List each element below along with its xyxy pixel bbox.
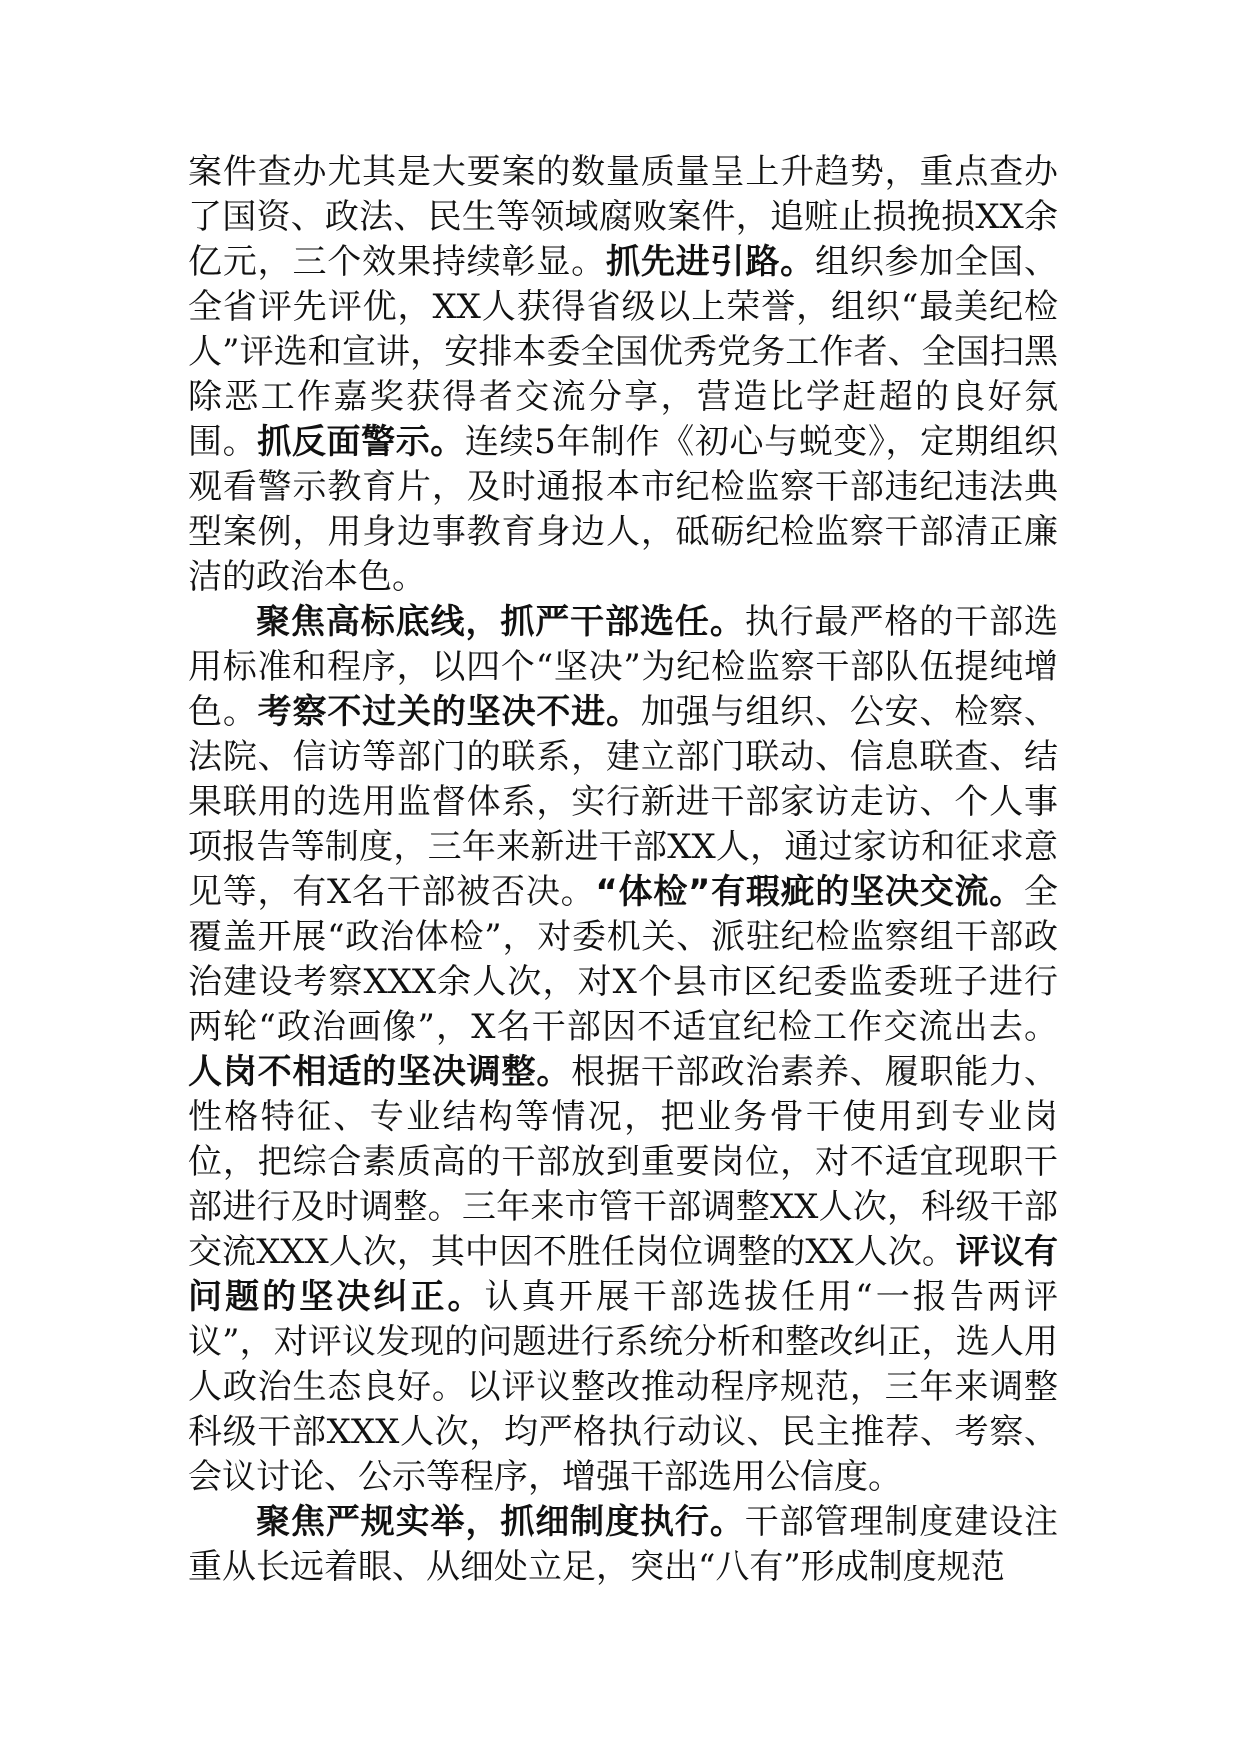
text-run: 加强与组织、公安、检察、法院、信访等部门的联系，建立部门联动、信息联查、结果联用的选用监督体系，实行新进干部家访走访、个人事项报告等制度，三年来新进干部XX人，通过家访和征求意见等，有X名干部被否决。: [188, 692, 1059, 912]
section-heading: 聚焦高标底线，抓严干部选任。: [256, 602, 745, 642]
text-run: 干部管理制度建设注重从长远着眼、从细处立足，突出“八有”形成制度规范: [188, 1502, 1059, 1587]
bold-heading: 考察不过关的坚决不进。: [257, 692, 641, 732]
bold-heading: “体检”有瑕疵的坚决交流。: [595, 872, 1024, 912]
bold-heading: 评议有问题的坚决纠正。: [188, 1232, 1059, 1317]
text-run: 案件查办尤其是大要案的数量质量呈上升趋势，重点查办了国资、政法、民生等领域腐败案件，追赃止损挽损XX余亿元，三个效果持续彰显。: [188, 152, 1058, 282]
document-page: [188, 150, 1058, 1590]
text-run: 连续5年制作《初心与蜕变》，定期组织观看警示教育片，及时通报本市纪检监察干部违纪违法典型案例，用身边事教育身边人，砥砺纪检监察干部清正廉洁的政治本色。: [188, 422, 1058, 597]
text-run: 组织参加全国、全省评先评优，XX人获得省级以上荣誉，组织“最美纪检人”评选和宣讲，安排本委全国优秀党务工作者、全国扫黑除恶工作嘉奖获得者交流分享，营造比学赶超的良好氛围。: [188, 242, 1058, 462]
bold-heading: 人岗不相适的坚决调整。: [188, 1052, 572, 1092]
bold-heading: 抓反面警示。: [257, 422, 465, 462]
bold-heading: 抓先进引路。: [606, 242, 815, 282]
section-heading: 聚焦严规实举，抓细制度执行。: [256, 1502, 745, 1542]
text-run: 根据干部政治素养、履职能力、性格特征、专业结构等情况，把业务骨干使用到专业岗位，把综合素质高的干部放到重要岗位，对不适宜现职干部进行及时调整。三年来市管干部调整XX人次，科级干部交流XXX人次，其中因不胜任岗位调整的XX人次。: [188, 1052, 1059, 1272]
paragraph-2: [188, 600, 1058, 1500]
text-run: 认真开展干部选拔任用“一报告两评议”，对评议发现的问题进行系统分析和整改纠正，选人用人政治生态良好。以评议整改推动程序规范，三年来调整科级干部XXX人次，均严格执行动议、民主推荐、考察、会议讨论、公示等程序，增强干部选用公信度。: [188, 1277, 1058, 1497]
paragraph-1: [188, 150, 1058, 600]
paragraph-3: [188, 1500, 1058, 1590]
text-run: 全覆盖开展“政治体检”，对委机关、派驻纪检监察组干部政治建设考察XXX余人次，对X个县市区纪委监委班子进行两轮“政治画像”，X名干部因不适宜纪检工作交流出去。: [188, 872, 1058, 1047]
text-run: 执行最严格的干部选用标准和程序，以四个“坚决”为纪检监察干部队伍提纯增色。: [188, 602, 1059, 732]
